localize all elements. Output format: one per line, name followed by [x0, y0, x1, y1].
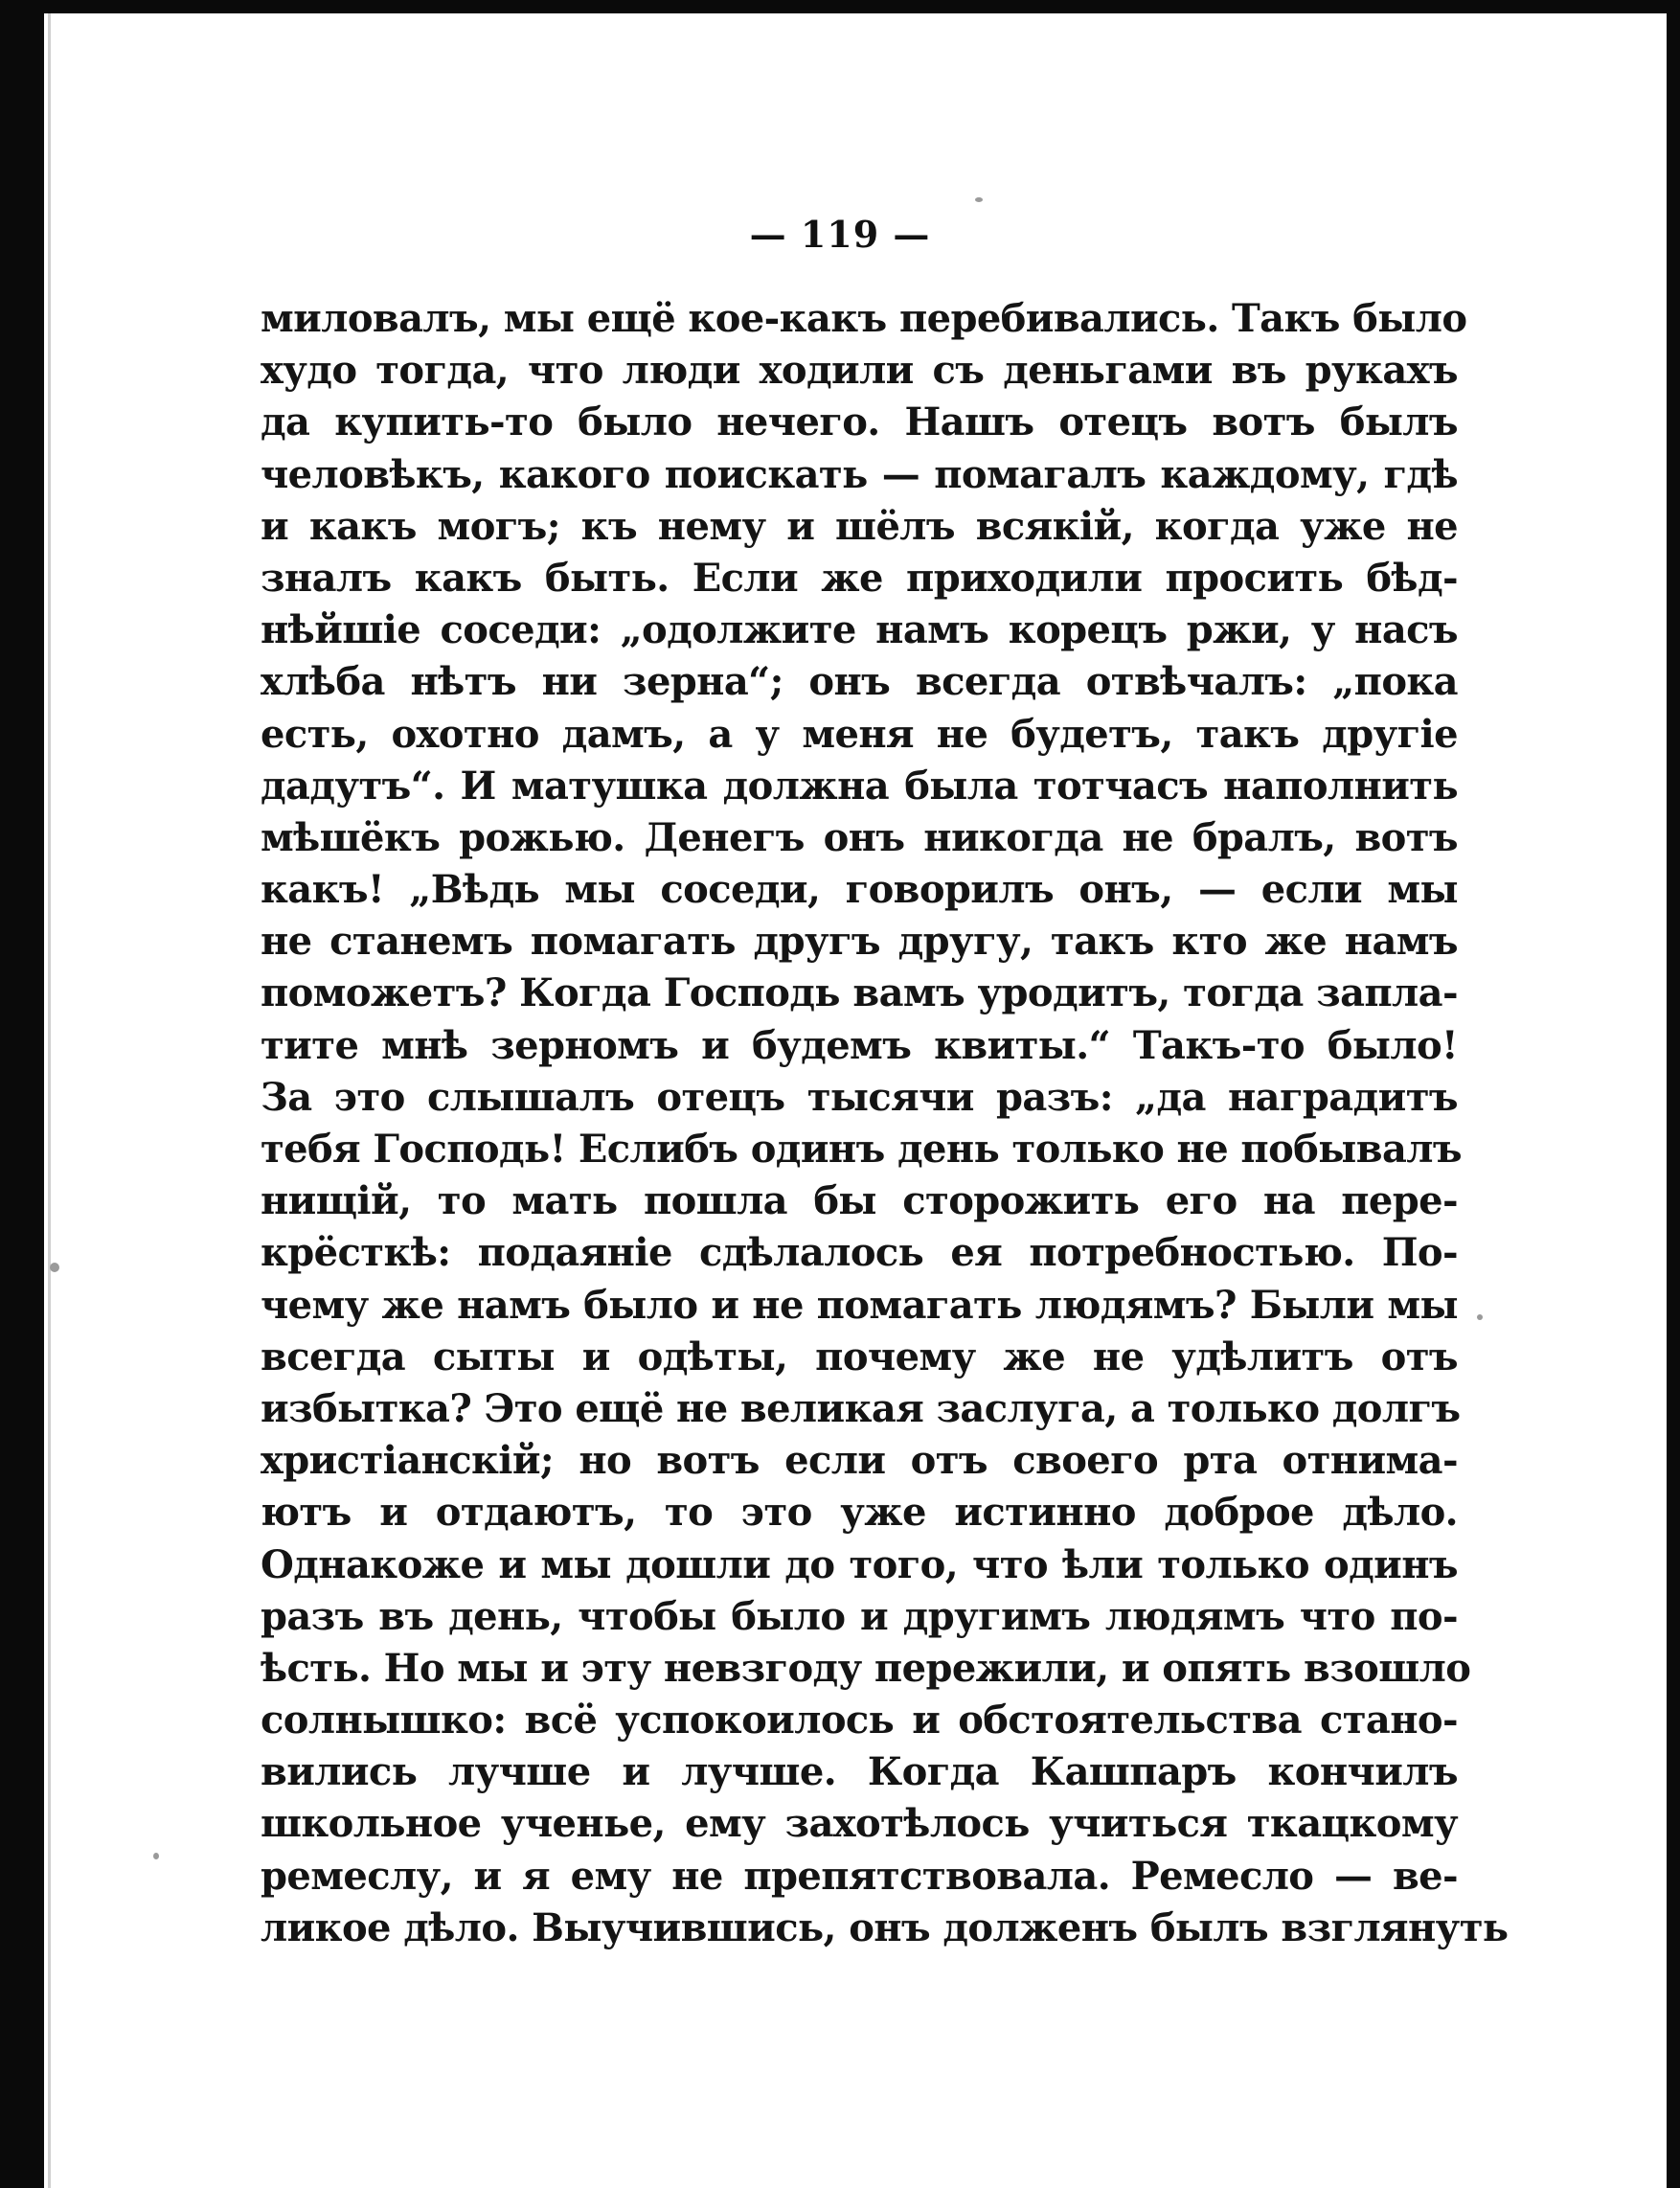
- text-line: разъ въ день, чтобы было и другимъ людямъ что по-: [261, 1593, 1458, 1639]
- text-line: поможетъ? Когда Господь вамъ уродитъ, тогда запла-: [261, 970, 1458, 1016]
- text-line: есть, охотно дамъ, а у меня не будетъ, такъ другіе: [261, 711, 1458, 757]
- scan-speck: [975, 197, 983, 202]
- binding-edge: [48, 13, 51, 2188]
- text-line: школьное ученье, ему захотѣлось учиться ткацкому: [261, 1801, 1458, 1847]
- text-line: нищій, то мать пошла бы сторожить его на пере-: [261, 1178, 1458, 1224]
- text-line: человѣкъ, какого поискать — помагалъ каждому, гдѣ: [261, 451, 1458, 497]
- text-line: хлѣба нѣтъ ни зерна“; онъ всегда отвѣчалъ: „пока: [261, 659, 1458, 705]
- text-line: миловалъ, мы ещё кое-какъ перебивались. Такъ было: [261, 296, 1467, 341]
- text-line: христіанскій; но вотъ если отъ своего рта отнима-: [261, 1438, 1458, 1484]
- text-line: ѣсть. Но мы и эту невзгоду пережили, и опять взошло: [261, 1645, 1471, 1691]
- text-line: чему же намъ было и не помагать людямъ? Были мы: [261, 1282, 1458, 1328]
- scan-speck: [153, 1853, 159, 1859]
- text-line: и какъ могъ; къ нему и шёлъ всякій, когда уже не: [261, 503, 1458, 549]
- page-number: — 119 —: [749, 213, 931, 256]
- scan-speck: [1477, 1314, 1483, 1320]
- text-line: какъ! „Вѣдь мы соседи, говорилъ онъ, — если мы: [261, 867, 1458, 913]
- body-text: [261, 293, 1509, 1954]
- text-line: тите мнѣ зерномъ и будемъ квиты.“ Такъ-то было!: [261, 1022, 1458, 1068]
- text-line: ликое дѣло. Выучившись, онъ долженъ былъ взглянуть: [261, 1904, 1509, 1950]
- text-line: вились лучше и лучше. Когда Кашпаръ кончилъ: [261, 1749, 1458, 1795]
- text-line: избытка? Это ещё не великая заслуга, а только долгъ: [261, 1385, 1461, 1431]
- text-line: За это слышалъ отецъ тысячи разъ: „да наградитъ: [261, 1074, 1458, 1120]
- text-line: всегда сыты и одѣты, почему же не удѣлитъ отъ: [261, 1333, 1458, 1379]
- text-line: зналъ какъ быть. Если же приходили просить бѣд-: [261, 555, 1458, 601]
- scan-speck: [50, 1263, 59, 1272]
- text-line: дадутъ“. И матушка должна была тотчасъ наполнить: [261, 763, 1458, 809]
- text-line: нѣйшіе соседи: „одолжите намъ корецъ ржи, у насъ: [261, 607, 1458, 653]
- text-line: Однакоже и мы дошли до того, что ѣли только одинъ: [261, 1541, 1458, 1587]
- text-line: ремеслу, и я ему не препятствовала. Ремесло — ве-: [261, 1853, 1458, 1899]
- text-line: худо тогда, что люди ходили съ деньгами въ рукахъ: [261, 348, 1458, 394]
- text-line: крёсткѣ: подаяніе сдѣлалось ея потребностью. По-: [261, 1230, 1458, 1276]
- text-line: да купить-то было нечего. Нашъ отецъ вотъ былъ: [261, 399, 1458, 445]
- text-line: тебя Господь! Еслибъ одинъ день только не побывалъ: [261, 1127, 1462, 1172]
- text-line: ютъ и отдаютъ, то это уже истинно доброе дѣло.: [261, 1490, 1458, 1536]
- text-line: мѣшёкъ рожью. Денегъ онъ никогда не бралъ, вотъ: [261, 814, 1458, 860]
- text-line: солнышко: всё успокоилось и обстоятельства стано-: [261, 1698, 1458, 1744]
- text-line: не станемъ помагать другъ другу, такъ кто же намъ: [261, 919, 1458, 965]
